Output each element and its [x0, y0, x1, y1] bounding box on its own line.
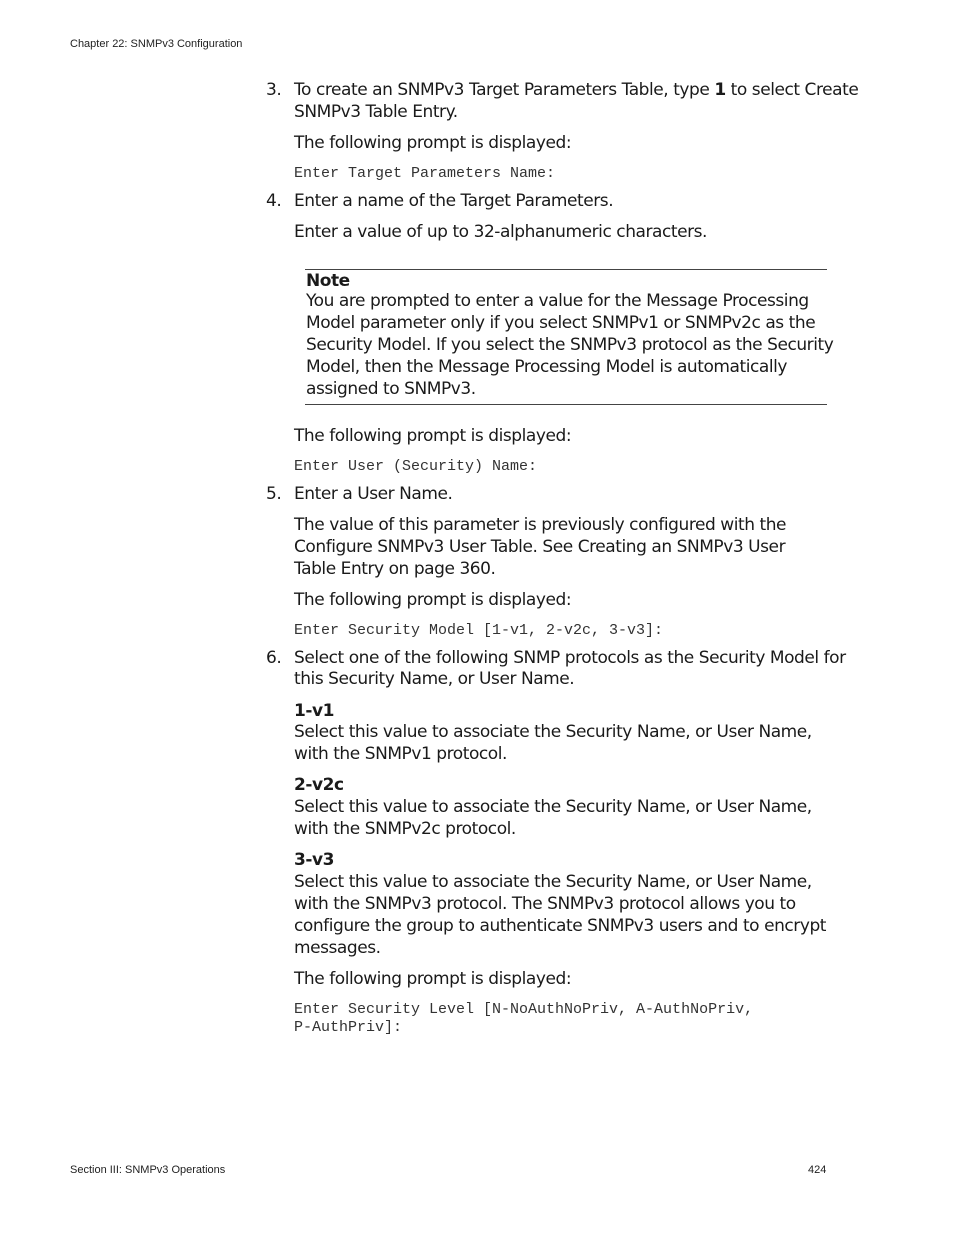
code-prompt: Enter Target Parameters Name:: [294, 165, 556, 182]
prompt-label: The following prompt is displayed:: [294, 426, 572, 446]
step-detail: The value of this parameter is previously configured with the: [294, 515, 787, 535]
note-line: Model parameter only if you select SNMPv1 or SNMPv2c as the: [306, 313, 816, 333]
step-number: 5.: [266, 484, 282, 504]
step-text: Select one of the following SNMP protocols as the Security Model for: [294, 648, 846, 668]
running-footer-section: Section III: SNMPv3 Operations: [70, 1164, 226, 1176]
option-description: with the SNMPv3 protocol. The SNMPv3 protocol allows you to: [294, 894, 796, 914]
page-number: 424: [808, 1164, 827, 1176]
step-number: 4.: [266, 191, 282, 211]
option-description: with the SNMPv1 protocol.: [294, 744, 507, 764]
option-description: configure the group to authenticate SNMPv3 users and to encrypt: [294, 916, 827, 936]
code-prompt: Enter User (Security) Name:: [294, 458, 538, 475]
note-line: assigned to SNMPv3.: [306, 379, 476, 399]
note-line: You are prompted to enter a value for the Message Processing: [306, 291, 809, 311]
step-detail: Configure SNMPv3 User Table. See Creating an SNMPv3 User: [294, 537, 786, 557]
step-text: this Security Name, or User Name.: [294, 669, 575, 689]
note-line: Security Model. If you select the SNMPv3 protocol as the Security: [306, 335, 834, 355]
note-title: Note: [306, 271, 350, 291]
code-prompt: Enter Security Level [N-NoAuthNoPriv, A-AuthNoPriv,: [294, 1001, 754, 1018]
option-description: Select this value to associate the Security Name, or User Name,: [294, 872, 812, 892]
prompt-label: The following prompt is displayed:: [294, 133, 572, 153]
step-text: Enter a User Name.: [294, 484, 453, 504]
step-text: [294, 79, 858, 101]
option-term: 2-v2c: [294, 775, 344, 795]
step-text-bold: 1: [714, 80, 726, 100]
option-term: 1-v1: [294, 701, 334, 721]
option-description: messages.: [294, 938, 381, 958]
step-text: Enter a name of the Target Parameters.: [294, 191, 614, 211]
step-detail: Enter a value of up to 32-alphanumeric characters.: [294, 222, 708, 242]
step-text-part: To create an SNMPv3 Target Parameters Table, type: [294, 80, 715, 100]
prompt-label: The following prompt is displayed:: [294, 590, 572, 610]
step-number: 3.: [266, 80, 282, 100]
option-description: with the SNMPv2c protocol.: [294, 819, 516, 839]
option-description: Select this value to associate the Security Name, or User Name,: [294, 722, 812, 742]
prompt-label: The following prompt is displayed:: [294, 969, 572, 989]
code-prompt: Enter Security Model [1-v1, 2-v2c, 3-v3]:: [294, 622, 664, 639]
note-line: Model, then the Message Processing Model is automatically: [306, 357, 787, 377]
step-text-part: to select Create: [725, 80, 859, 100]
option-term: 3-v3: [294, 850, 334, 870]
running-header: Chapter 22: SNMPv3 Configuration: [70, 38, 243, 50]
option-description: Select this value to associate the Security Name, or User Name,: [294, 797, 812, 817]
step-detail: Table Entry on page 360.: [294, 559, 496, 579]
step-number: 6.: [266, 648, 282, 668]
step-text: SNMPv3 Table Entry.: [294, 102, 458, 122]
code-prompt: P-AuthPriv]:: [294, 1019, 403, 1036]
